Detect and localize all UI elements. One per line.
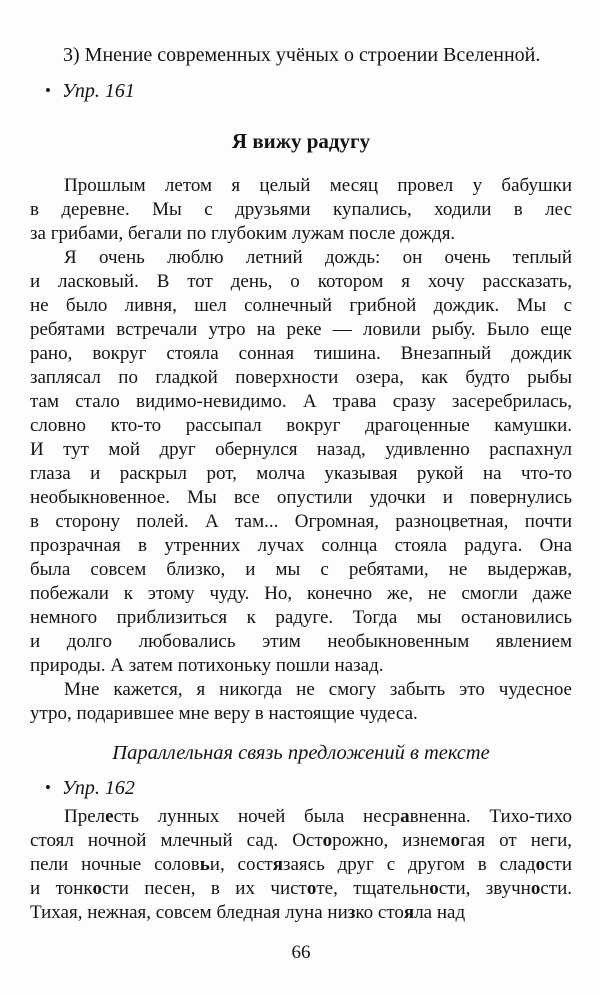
text-line: Я очень люблю летний дождь: он очень теплый [64, 247, 572, 268]
text-line: Тихая, нежная, совсем бледная луна низко стояла над [30, 902, 466, 923]
text-line: и тонкости песен, в их чистоте, тщательности, звучности. [30, 878, 572, 899]
text-line: и долго любовались этим необыкновенным явлением [30, 631, 572, 652]
paragraph [30, 246, 572, 678]
bullet-icon: • [45, 81, 51, 100]
text-line: в сторону полей. А там... Огромная, разноцветная, почти [30, 511, 572, 532]
text-line: пели ночные соловьи, состязаясь друг с другом в сладости [30, 854, 572, 875]
exercise-label: Упр. 161 [61, 80, 135, 102]
text-line: побежали к этому чуду. Но, конечно же, не смогли даже [30, 583, 572, 604]
text-line: за грибами, бегали по глубоким лужам после дождя. [30, 223, 456, 244]
text-line: утро, подарившее мне веру в настоящие чудеса. [30, 703, 418, 724]
text-line: рано, вокруг стояла сонная тишина. Внезапный дождик [30, 343, 572, 364]
exercise-ref-161 [30, 79, 572, 104]
text-line: была совсем близко, и мы с ребятами, не выдержав, [30, 559, 572, 580]
paragraph [30, 174, 572, 246]
text-line: прозрачная в утренних лучах солнца стояла радуга. Она [30, 535, 572, 556]
text-line: глаза и раскрыл рот, молча указывая рукой на что-то [30, 463, 572, 484]
bullet-icon: • [45, 778, 51, 797]
section-heading: Параллельная связь предложений в тексте [112, 742, 490, 764]
text-line: заплясал по гладкой поверхности озера, как будто рыбы [30, 367, 572, 388]
page-number: 66 [291, 942, 311, 963]
text-line: Прелесть лунных ночей была несравненна. Тихо-тихо [64, 806, 573, 827]
text-line: И тут мой друг обернулся назад, удивленно распахнул [30, 439, 572, 460]
story-body [30, 174, 572, 726]
text-line: немного приблизиться к радуге. Тогда мы остановились [30, 607, 572, 628]
text-line: не было ливня, шел солнечный грибной дождик. Мы с [30, 295, 572, 316]
text-line: природы. А затем потихоньку пошли назад. [30, 655, 384, 676]
story-title: Я вижу радугу [231, 129, 371, 153]
paragraph [30, 678, 572, 726]
text-line: стоял ночной млечный сад. Осторожно, изнемогая от неги, [30, 830, 572, 851]
text-line: Прошлым летом я целый месяц провел у бабушки [64, 175, 572, 196]
exercise-body [30, 805, 572, 925]
text-line: словно кто-то рассыпал вокруг драгоценные камушки. [30, 415, 572, 436]
text-line: в деревне. Мы с друзьями купались, ходили в лес [30, 199, 572, 220]
text-line: и ласковый. В тот день, о котором я хочу рассказать, [30, 271, 572, 292]
exercise-ref-162 [30, 776, 572, 801]
exercise-label: Упр. 162 [61, 777, 135, 799]
text-line: необыкновенное. Мы все опустили удочки и повернулись [30, 487, 572, 508]
plan-item: 3) Мнение современных учёных о строении Вселенной. [63, 44, 541, 66]
text-line: там стало видимо-невидимо. А трава сразу засеребрилась, [30, 391, 572, 412]
text-column [30, 43, 572, 965]
paragraph [30, 805, 572, 925]
text-line: ребятами встречали утро на реке — ловили рыбу. Было еще [30, 319, 572, 340]
text-line: Мне кажется, я никогда не смогу забыть это чудесное [64, 679, 572, 700]
